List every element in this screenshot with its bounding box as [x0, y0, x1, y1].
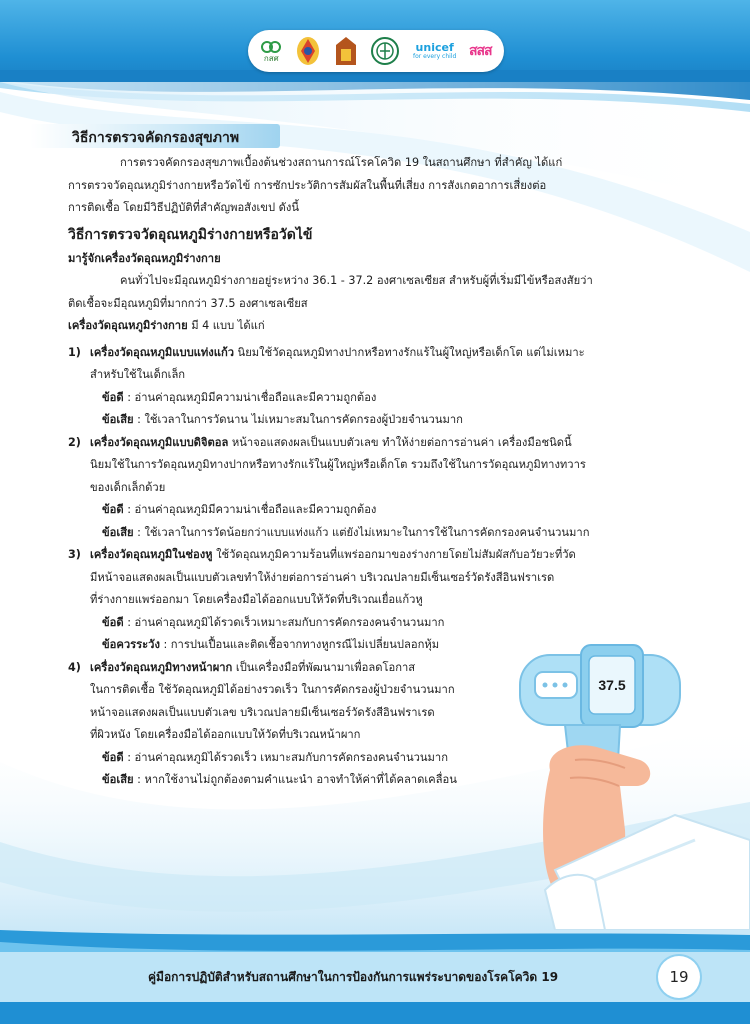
section-title: วิธีการตรวจคัดกรองสุขภาพ	[72, 130, 240, 146]
intro-line-3: การติดเชื้อ โดยมีวิธีปฏิบัติที่สำคัญพอสังเขป ดังนี้	[68, 201, 299, 214]
section-title-tab	[30, 124, 280, 148]
item-con: ข้อควรระวัง : การปนเปื้อนและติดเชื้อจากทางหูกรณีไม่เปลี่ยนปลอกหุ้ม	[102, 638, 440, 651]
moph-emblem-icon	[370, 36, 400, 66]
item-con: ข้อเสีย : หากใช้งานไม่ถูกต้องตามคำแนะนำ อาจทำให้ค่าที่ได้คลาดเคลื่อน	[102, 773, 457, 786]
item-pro: ข้อดี : อ่านค่าอุณหภูมิมีความน่าเชื่อถือและมีความถูกต้อง	[102, 503, 377, 516]
item-text: เครื่องวัดอุณหภูมิในช่องหู ใช้วัดอุณหภูมิความร้อนที่แพร่ออกมาของร่างกายโดยไม่สัมผัสกับอวัยวะที่วัด	[90, 548, 576, 561]
item-con: ข้อเสีย : ใช้เวลาในการวัดน้อยกว่าแบบแท่งแก้ว แต่ยังไม่เหมาะในการใช้ในการคัดกรองคนจำนวนมาก	[102, 525, 590, 539]
item-text: เครื่องวัดอุณหภูมิแบบแท่งแก้ว นิยมใช้วัดอุณหภูมิทางปากหรือทางรักแร้ในผู้ใหญ่หรือเด็กโต แต่ไม่เหมาะ	[90, 345, 585, 359]
item-number: 3)	[68, 548, 81, 561]
item-number: 1)	[68, 345, 81, 359]
item-number: 2)	[68, 435, 81, 449]
item-text: ของเด็กเล็กด้วย	[90, 480, 166, 494]
thaihealth-logo-icon: สสส	[468, 43, 492, 59]
know-line-2: ติดเชื้อจะมีอุณหภูมิที่มากกว่า 37.5 องศาเซลเซียส	[68, 296, 308, 310]
know-line-1: คนทั่วไปจะมีอุณหภูมิร่างกายอยู่ระหว่าง 36.1 - 37.2 องศาเซลเซียส สำหรับผู้ที่เริ่มมีไข้หรือสงสัยว่า	[120, 274, 593, 287]
know-heading: มารู้จักเครื่องวัดอุณหภูมิร่างกาย	[68, 251, 221, 265]
item-text: สำหรับใช้ในเด็กเล็ก	[90, 368, 186, 381]
partner-logos	[248, 30, 504, 72]
list-item	[68, 342, 688, 432]
thermometer-reading: 37.5	[598, 677, 626, 693]
types-intro: เครื่องวัดอุณหภูมิร่างกาย มี 4 แบบ ได้แก่	[68, 319, 265, 332]
list-item	[68, 657, 520, 792]
intro-line-1: การตรวจคัดกรองสุขภาพเบื้องต้นช่วงสถานการณ์โรคโควิด 19 ในสถานศึกษา ที่สำคัญ ได้แก่	[120, 156, 563, 169]
item-text: มีหน้าจอแสดงผลเป็นแบบตัวเลขทำให้ง่ายต่อการอ่านค่า บริเวณปลายมีเซ็นเซอร์วัดรังสีอินฟราเรด	[90, 570, 555, 584]
item-pro: ข้อดี : อ่านค่าอุณหภูมิมีความน่าเชื่อถือและมีความถูกต้อง	[102, 390, 377, 404]
item-number: 4)	[68, 660, 81, 674]
item-con: ข้อเสีย : ใช้เวลาในการวัดนาน ไม่เหมาะสมในการคัดกรองผู้ป่วยจำนวนมาก	[102, 413, 463, 426]
item-text: ที่ร่างกายแพร่ออกมา โดยเครื่องมือได้ออกแบบให้วัดที่บริเวณเยื่อแก้วหู	[90, 593, 423, 606]
item-text: ในการติดเชื้อ ใช้วัดอุณหภูมิได้อย่างรวดเร็ว ในการคัดกรองผู้ป่วยจำนวนมาก	[90, 683, 455, 696]
item-text: เครื่องวัดอุณหภูมิทางหน้าผาก เป็นเครื่องมือที่พัฒนามาเพื่อลดโอกาส	[90, 660, 416, 674]
item-pro: ข้อดี : อ่านค่าอุณหภูมิได้รวดเร็ว เหมาะสมกับการคัดกรองคนจำนวนมาก	[102, 750, 448, 764]
obec-emblem-icon	[334, 35, 358, 67]
unicef-logo-icon: unicef for every child	[413, 41, 457, 60]
item-pro: ข้อดี : อ่านค่าอุณหภูมิได้รวดเร็วเหมาะสมกับการคัดกรองคนจำนวนมาก	[102, 615, 445, 629]
intro-line-2: การตรวจวัดอุณหภูมิร่างกายหรือวัดไข้ การซักประวัติการสัมผัสในพื้นที่เสี่ยง การสังเกตอาการเสี่ยงต่อ	[68, 178, 547, 192]
item-text: หน้าจอแสดงผลเป็นแบบตัวเลข บริเวณปลายมีเซ็นเซอร์วัดรังสีอินฟราเรด	[90, 705, 435, 719]
item-text: นิยมใช้ในการวัดอุณหภูมิทางปากหรือทางรักแร้ในผู้ใหญ่หรือเด็กโต รวมถึงใช้ในการวัดอุณหภูมิทางทวาร	[90, 458, 586, 471]
footer-title: คู่มือการปฏิบัติสำหรับสถานศึกษาในการป้องกันการแพร่ระบาดของโรคโควิด 19	[148, 970, 559, 984]
subheading: วิธีการตรวจวัดอุณหภูมิร่างกายหรือวัดไข้	[68, 226, 313, 243]
moe-emblem-icon	[295, 35, 321, 67]
page-number: 19	[669, 968, 689, 986]
infrared-thermometer-icon	[515, 640, 750, 930]
ksk-logo-icon: กสศ	[260, 40, 282, 63]
item-text: ที่ผิวหนัง โดยเครื่องมือได้ออกแบบให้วัดที่บริเวณหน้าผาก	[90, 728, 361, 741]
item-text: เครื่องวัดอุณหภูมิแบบดิจิตอล หน้าจอแสดงผลเป็นแบบตัวเลข ทำให้ง่ายต่อการอ่านค่า เครื่องมือชนิดนี้	[90, 435, 572, 449]
page-number-badge	[658, 956, 700, 998]
list-item	[68, 432, 688, 545]
